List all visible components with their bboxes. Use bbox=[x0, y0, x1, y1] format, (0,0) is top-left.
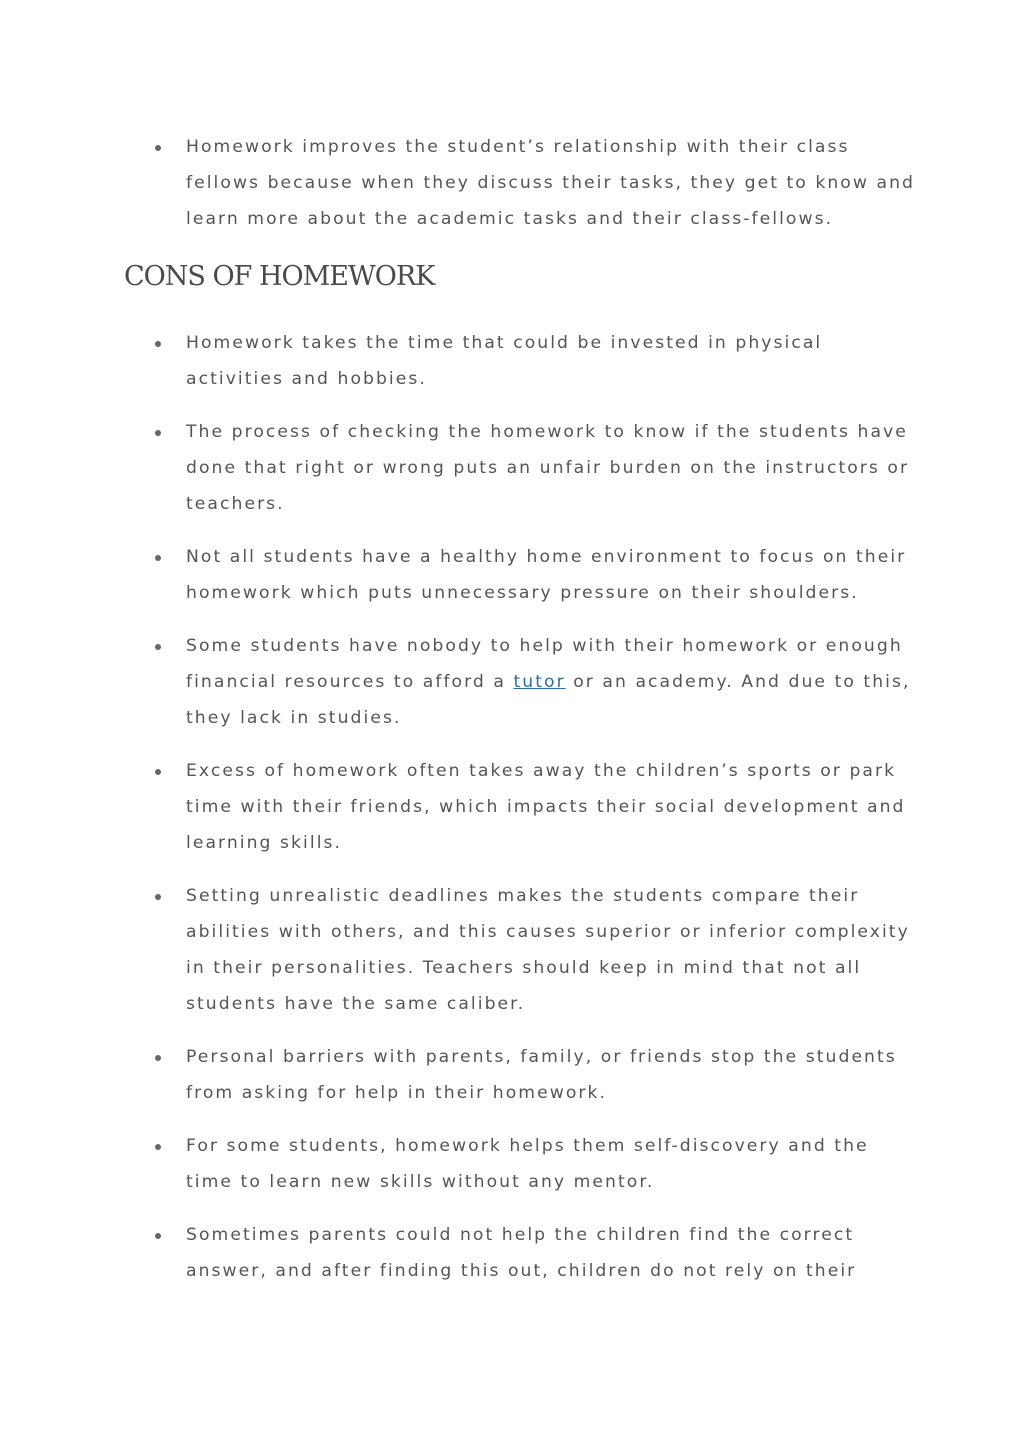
cons-list bbox=[0, 325, 1023, 1306]
list-item bbox=[0, 1217, 1023, 1289]
list-item-line: they lack in studies. bbox=[186, 708, 402, 728]
bullet-icon bbox=[155, 1055, 161, 1061]
list-item-line: For some students, homework helps them self-discovery and the bbox=[186, 1136, 869, 1156]
list-item-line: Sometimes parents could not help the children find the correct bbox=[186, 1225, 855, 1245]
list-item bbox=[0, 878, 1023, 1022]
list-item-line: Personal barriers with parents, family, or friends stop the students bbox=[186, 1047, 897, 1067]
list-item-line: Some students have nobody to help with their homework or enough bbox=[186, 636, 903, 656]
list-item-line: in their personalities. Teachers should keep in mind that not all bbox=[186, 958, 862, 978]
list-item-line: time with their friends, which impacts their social development and bbox=[186, 797, 906, 817]
list-item-line: teachers. bbox=[186, 494, 285, 514]
text-fragment: financial resources to afford a bbox=[186, 672, 514, 692]
list-item-line: abilities with others, and this causes superior or inferior complexity bbox=[186, 922, 910, 942]
list-item-line: students have the same caliber. bbox=[186, 994, 526, 1014]
list-item-line: Not all students have a healthy home environment to focus on their bbox=[186, 547, 907, 567]
bullet-icon bbox=[155, 1233, 161, 1239]
bullet-icon bbox=[155, 555, 161, 561]
list-item-line: activities and hobbies. bbox=[186, 369, 427, 389]
list-item bbox=[0, 414, 1023, 522]
list-item bbox=[0, 753, 1023, 861]
bullet-icon bbox=[155, 769, 161, 775]
list-item-line: learning skills. bbox=[186, 833, 343, 853]
list-item bbox=[0, 628, 1023, 736]
pros-list bbox=[0, 129, 1023, 254]
list-item-line: learn more about the academic tasks and their class-fellows. bbox=[186, 209, 834, 229]
list-item-line: fellows because when they discuss their tasks, they get to know and bbox=[186, 173, 915, 193]
bullet-icon bbox=[155, 145, 161, 151]
list-item bbox=[0, 1128, 1023, 1200]
list-item-line: homework which puts unnecessary pressure on their shoulders. bbox=[186, 583, 859, 603]
list-item bbox=[0, 1039, 1023, 1111]
bullet-icon bbox=[155, 1144, 161, 1150]
bullet-icon bbox=[155, 644, 161, 650]
list-item-line bbox=[186, 664, 911, 700]
section-heading: CONS OF HOMEWORK bbox=[124, 261, 435, 292]
bullet-icon bbox=[155, 894, 161, 900]
list-item-line: Setting unrealistic deadlines makes the students compare their bbox=[186, 886, 860, 906]
tutor-link[interactable]: tutor bbox=[513, 672, 566, 692]
text-fragment: or an academy. And due to this, bbox=[565, 672, 911, 692]
list-item-line: from asking for help in their homework. bbox=[186, 1083, 608, 1103]
list-item bbox=[0, 129, 1023, 237]
list-item-line: The process of checking the homework to know if the students have bbox=[186, 422, 908, 442]
list-item-line: Homework takes the time that could be invested in physical bbox=[186, 333, 823, 353]
list-item-line: done that right or wrong puts an unfair burden on the instructors or bbox=[186, 458, 910, 478]
list-item bbox=[0, 325, 1023, 397]
bullet-icon bbox=[155, 341, 161, 347]
list-item bbox=[0, 539, 1023, 611]
bullet-icon bbox=[155, 430, 161, 436]
list-item-line: answer, and after finding this out, children do not rely on their bbox=[186, 1261, 857, 1281]
list-item-line: Excess of homework often takes away the children’s sports or park bbox=[186, 761, 897, 781]
list-item-line: time to learn new skills without any mentor. bbox=[186, 1172, 655, 1192]
list-item-line: Homework improves the student’s relationship with their class bbox=[186, 137, 850, 157]
